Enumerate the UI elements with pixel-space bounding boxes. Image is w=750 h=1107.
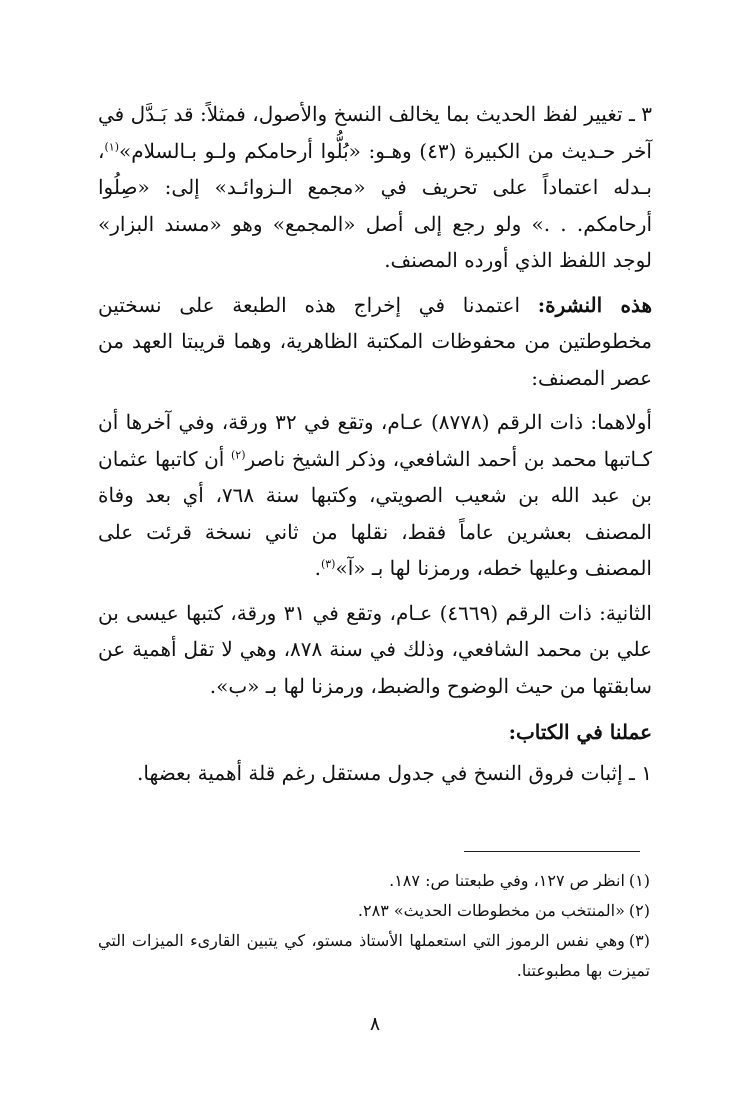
footnote-number: (٢) — [628, 901, 650, 920]
footnote-number: (١) — [628, 871, 650, 890]
footnote-text: انظر ص ١٢٧، وفي طبعتنا ص: ١٨٧. — [389, 871, 625, 890]
paragraph-text: اعتمدنا في إخراج هذه الطبعة على نسختين مخطوطتين من محفوظات المكتبة الظاهرية، وهما قريبتا العهد من عصر المصنف: — [98, 292, 652, 390]
list-item: ١ ـ إثبات فروق النسخ في جدول مستقل رغم قلة أهمية بعضها. — [137, 760, 652, 785]
page-number: ٨ — [369, 1013, 381, 1035]
paragraph-text: أن كاتبها عثمان بن عبد الله بن شعيب الصويتي، وكتبها سنة ٧٦٨، أي بعد وفاة المصنف بعشرين عاماً فقط، نقلها من ثاني نسخة قرئت على المصنف وعليها خطه، ورمزنا لها بـ «آ» — [98, 446, 652, 580]
section-heading: عملنا في الكتاب: — [508, 720, 652, 744]
footnote-ref-2[interactable]: (٢) — [231, 447, 246, 461]
paragraph-text: . — [314, 556, 321, 580]
footnote-ref-3[interactable]: (٣) — [320, 557, 336, 571]
footnote — [98, 926, 650, 986]
paragraph-text: ٣ ـ تغيير لفظ الحديث بما يخالف النسخ والأصول، فمثلاً: قد بَـدَّل في آخر حـديث من الكبيرة (٤٣) وهـو: «بُلُّوا أرحامكم ولـو بـالسلام» — [98, 102, 652, 163]
paragraph-text: ، بـدله اعتماداً على تحريف في «مجمع الـزوائـد» إلى: «صِلُوا أرحامكم. . .» ولو رجع إلى أصل «المجمع» وهو «مسند البزار» لوجد اللفظ الذي أورده المصنف. — [98, 138, 652, 272]
paragraph-changes-in-wording — [98, 96, 652, 279]
footnote-text: «المنتخب من مخطوطات الحديث» ٢٨٣. — [357, 901, 625, 920]
paragraph-lead: هذه النشرة: — [537, 292, 652, 317]
main-text — [98, 96, 652, 791]
paragraph-first-manuscript — [98, 404, 652, 587]
footnote-text: وهي نفس الرموز التي استعملها الأستاذ مستو، كي يتبين القارىء الميزات التي تميزت بها مطبوعتنا. — [98, 931, 650, 980]
footnote — [98, 896, 650, 926]
paragraph-text: أولاهما: ذات الرقم (٨٧٧٨) عـام، وتقع في ٣٢ ورقة، وفي آخرها أن كـاتبها محمد بن أحمد الشافعي، وذكر الشيخ ناصر — [98, 410, 652, 471]
footnote-divider — [464, 851, 640, 852]
paragraph-this-edition — [98, 287, 652, 397]
footnote-ref-1[interactable]: (١) — [104, 139, 119, 153]
footnote — [98, 866, 650, 896]
footnotes — [98, 866, 650, 986]
paragraph-second-manuscript: الثانية: ذات الرقم (٤٦٦٩) عـام، وتقع في ٣١ ورقة، كتبها عيسى بن علي بن محمد الشافعي، وذلك في سنة ٨٧٨، وهي لا تقل أهمية عن سابقتها من حيث الوضوح والضبط، ورمزنا لها بـ «ب». — [98, 600, 653, 698]
footnote-number: (٣) — [628, 931, 650, 950]
